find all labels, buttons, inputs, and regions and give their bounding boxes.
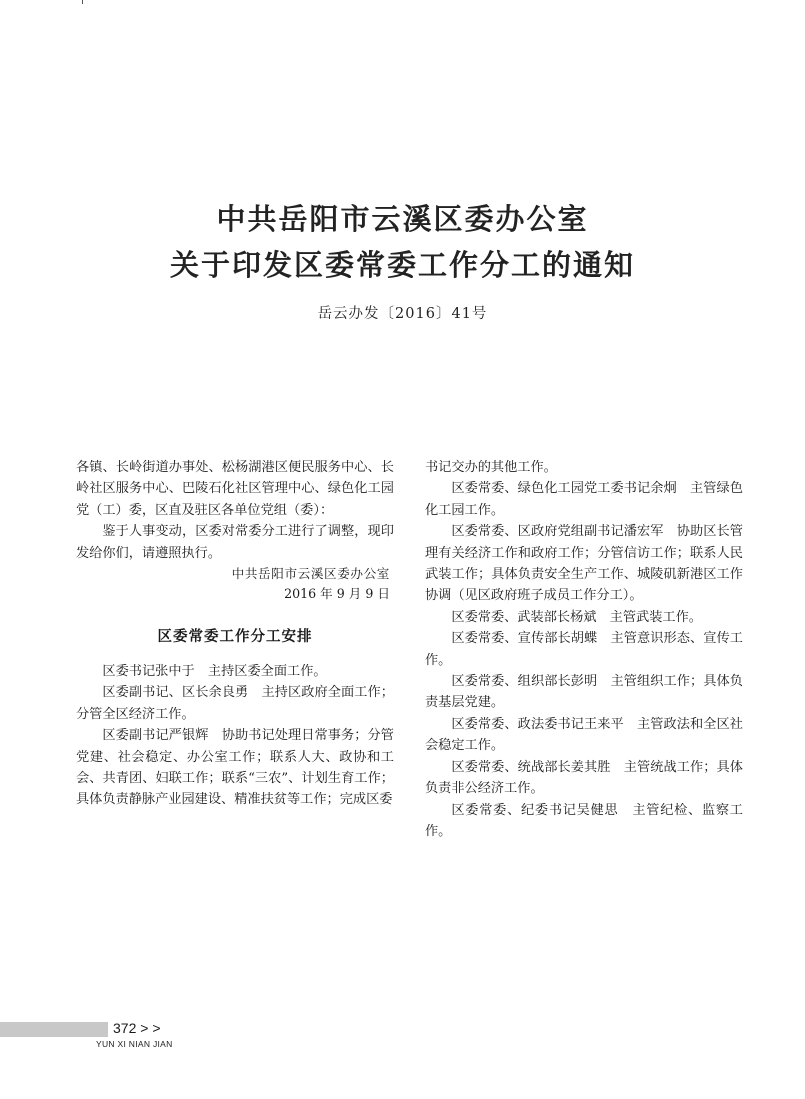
section-heading: 区委常委工作分工安排 <box>157 629 313 646</box>
duty-item: 区委常委、武装部长杨斌 主管武装工作。 <box>451 609 702 625</box>
footer-subtitle: YUN XI NIAN JIAN <box>96 1039 173 1049</box>
page-number: 372 > > <box>113 1020 161 1036</box>
duty-item: 区委常委、区政府党组副书记潘宏军 协助区长管理有关经济工作和政府工作；分管信访工作；联系人民武装工作；具体负责安全生产工作、城陵矶新港区工作协调（见区政府班子成员工作分工）。 <box>425 524 743 604</box>
duty-item: 区委常委、纪委书记吴健思 主管纪检、监察工作。 <box>425 802 743 839</box>
notice-body: 鉴于人事变动，区委对常委分工进行了调整，现印发给你们，请遵照执行。 <box>76 524 394 561</box>
right-column <box>425 457 743 842</box>
duty-item: 区委常委、绿色化工园党工委书记余炯 主管绿色化工园工作。 <box>425 481 743 518</box>
duty-item: 区委书记张中于 主持区委全面工作。 <box>102 664 327 680</box>
document-title <box>0 196 805 288</box>
duty-item: 区委常委、组织部长彭明 主管组织工作；具体负责基层党建。 <box>425 674 743 711</box>
duty-item: 区委常委、政法委书记王来平 主管政法和全区社会稳定工作。 <box>425 716 743 754</box>
issue-date: 2016 年 9 月 9 日 <box>284 586 390 602</box>
signature: 中共岳阳市云溪区委办公室 <box>231 566 390 582</box>
title-line-2: 关于印发区委常委工作分工的通知 <box>169 248 635 282</box>
duty-item: 区委常委、统战部长姜其胜 主管统战工作；具体负责非公经济工作。 <box>425 759 743 797</box>
duty-item-continued: 书记交办的其他工作。 <box>425 460 557 475</box>
top-crop-mark <box>82 0 83 4</box>
duty-item: 区委常委、宣传部长胡蝶 主管意识形态、宣传工作。 <box>425 631 743 668</box>
left-column <box>76 457 394 811</box>
footer-bar <box>0 1022 108 1037</box>
recipients: 各镇、长岭街道办事处、松杨湖港区便民服务中心、长岭社区服务中心、巴陵石化社区管理中心、绿色化工园党（工）委，区直及驻区各单位党组（委）： <box>76 460 394 518</box>
duty-item: 区委副书记严银辉 协助书记处理日常事务；分管党建、社会稳定、办公室工作；联系人大、政协和工会、共青团、妇联工作；联系“三农”、计划生育工作；具体负责静脉产业园建设、精准扶贫等工作；完成区委 <box>76 728 394 808</box>
document-number: 岳云办发〔2016〕41号 <box>317 306 488 322</box>
title-line-1: 中共岳阳市云溪区委办公室 <box>216 202 589 236</box>
duty-item: 区委副书记、区长余良勇 主持区政府全面工作；分管全区经济工作。 <box>76 685 394 722</box>
